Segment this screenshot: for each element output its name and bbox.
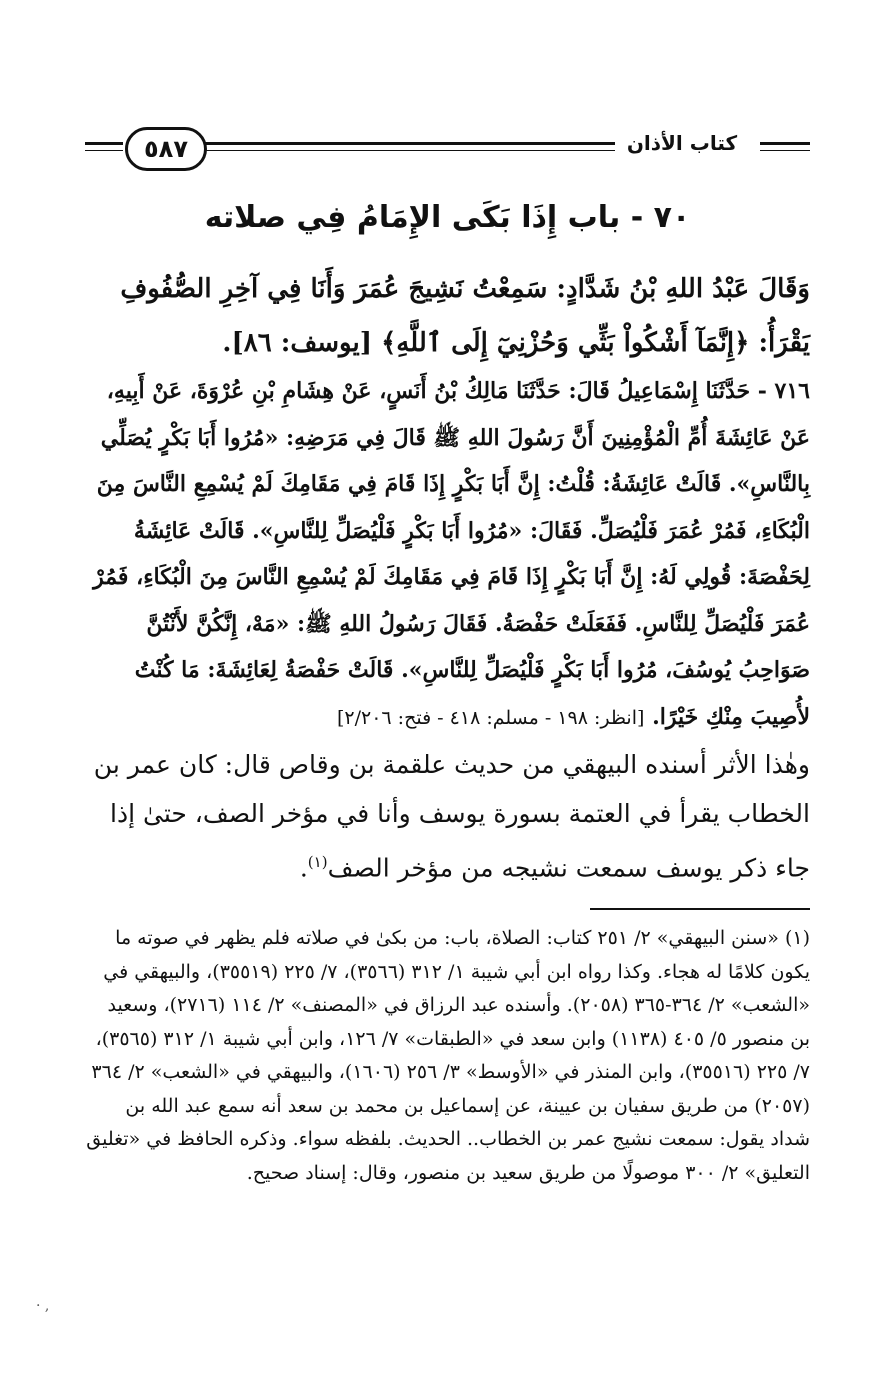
header-rule: [205, 142, 615, 145]
hadith-paragraph: [85, 368, 810, 741]
hadith-reference: [انظر: ١٩٨ - مسلم: ٤١٨ - فتح: ٢/٢٠٦]: [336, 706, 645, 729]
athar-paragraph: [85, 262, 810, 370]
header-rule: [85, 142, 123, 145]
footnote-text: «سنن البيهقي» ٢/ ٢٥١ كتاب: الصلاة، باب: من بكىٰ في صلاته فلم يظهر في صوته ما يكون كلامًا له هجاء. وكذا رواه ابن أبي شيبة ١/ ٣١٢ (٣٥٦٦)، ٧/ ٢٢٥ (٣٥٥١٩)، والبيهقي في «الشعب» ٢/ ٣٦٤-٣٦٥ (٢٠٥٨). وأسنده عبد الرزاق في «المصنف» ٢/ ١١٤ (٢٧١٦)، وسعيد بن منصور ٥/ ٤٠٥ (١١٣٨) وابن سعد في «الطبقات» ٧/ ١٢٦، وابن أبي شيبة ١/ ٣١٢ (٣٥٦٥)، ٧/ ٢٢٥ (٣٥٥١٦)، وابن المنذر في «الأوسط» ٣/ ٢٥٦ (١٦٠٦)، والبيهقي في «الشعب» ٢/ ٣٦٤ (٢٠٥٧) من طريق سفيان بن عيينة، عن إسماعيل بن محمد بن سعد أنه سمع عبد الله بن شداد يقول: سمعت نشيج عمر بن الخطاب.. الحديث. بلفظه سواء. وذكره الحافظ في «تغليق التعليق» ٢/ ٣٠٠ موصولًا من طريق سعيد بن منصور، وقال: إسناد صحيح.: [86, 927, 810, 1184]
page-number: ٥٨٧: [125, 127, 207, 171]
header-rule: [760, 150, 810, 151]
footnote: [85, 922, 810, 1190]
athar-text: وَقَالَ عَبْدُ اللهِ بْنُ شَدَّادٍ: سَمِعْتُ نَشِيجَ عُمَرَ وَأَنَا فِي آخِرِ الصُّفُوفِ يَقْرَأُ: ﴿إِنَّمَآ أَشْكُواْ بَثِّي وَحُزْنِيٓ إِلَى ٱللَّهِ﴾ [يوسف: ٨٦].: [120, 274, 810, 358]
commentary-text: وهٰذا الأثر أسنده البيهقي من حديث علقمة بن وقاص قال: كان عمر بن الخطاب يقرأ في العتمة بسورة يوسف وأنا في مؤخر الصف، حتىٰ إذا جاء ذكر يوسف سمعت نشيجه من مؤخر الصف: [93, 750, 810, 883]
footnote-reference[interactable]: (١): [307, 853, 328, 871]
commentary-paragraph: [85, 740, 810, 892]
scan-mark: · ,: [36, 1298, 50, 1314]
commentary-end: .: [299, 853, 308, 883]
hadith-text: ٧١٦ - حَدَّثَنَا إِسْمَاعِيلُ قَالَ: حَدَّثَنَا مَالِكُ بْنُ أَنَسٍ، عَنْ هِشَامِ بْنِ عُرْوَةَ، عَنْ أَبِيهِ، عَنْ عَائِشَةَ أُمِّ الْمُؤْمِنِينَ أَنَّ رَسُولَ اللهِ ﷺ قَالَ فِي مَرَضِهِ: «مُرُوا أَبَا بَكْرٍ يُصَلِّي بِالنَّاسِ». قَالَتْ عَائِشَةُ: قُلْتُ: إِنَّ أَبَا بَكْرٍ إِذَا قَامَ فِي مَقَامِكَ لَمْ يُسْمِعِ النَّاسَ مِنَ الْبُكَاءِ، فَمُرْ عُمَرَ فَلْيُصَلِّ. فَقَالَ: «مُرُوا أَبَا بَكْرٍ فَلْيُصَلِّ لِلنَّاسِ». قَالَتْ عَائِشَةُ لِحَفْصَةَ: قُولِي لَهُ: إِنَّ أَبَا بَكْرٍ إِذَا قَامَ فِي مَقَامِكَ لَمْ يُسْمِعِ النَّاسَ مِنَ الْبُكَاءِ، فَمُرْ عُمَرَ فَلْيُصَلِّ لِلنَّاسِ. فَفَعَلَتْ حَفْصَةُ. فَقَالَ رَسُولُ اللهِ ﷺ: «مَهْ، إِنَّكُنَّ لأَنْتُنَّ صَوَاحِبُ يُوسُفَ، مُرُوا أَبَا بَكْرٍ فَلْيُصَلِّ لِلنَّاسِ». قَالَتْ حَفْصَةُ لِعَائِشَةَ: مَا كُنْتُ لأُصِيبَ مِنْكِ خَيْرًا.: [93, 378, 810, 730]
header-rule: [205, 150, 615, 151]
footnote-divider: [590, 908, 810, 910]
chapter-title: ٧٠ - باب إِذَا بَكَى الإِمَامُ فِي صلاته: [204, 200, 691, 235]
footnote-marker: (١): [784, 927, 810, 949]
header-rule: [760, 142, 810, 145]
page-header: [85, 125, 810, 175]
header-rule: [85, 150, 123, 151]
book-title: كتاب الأذان: [626, 131, 738, 155]
